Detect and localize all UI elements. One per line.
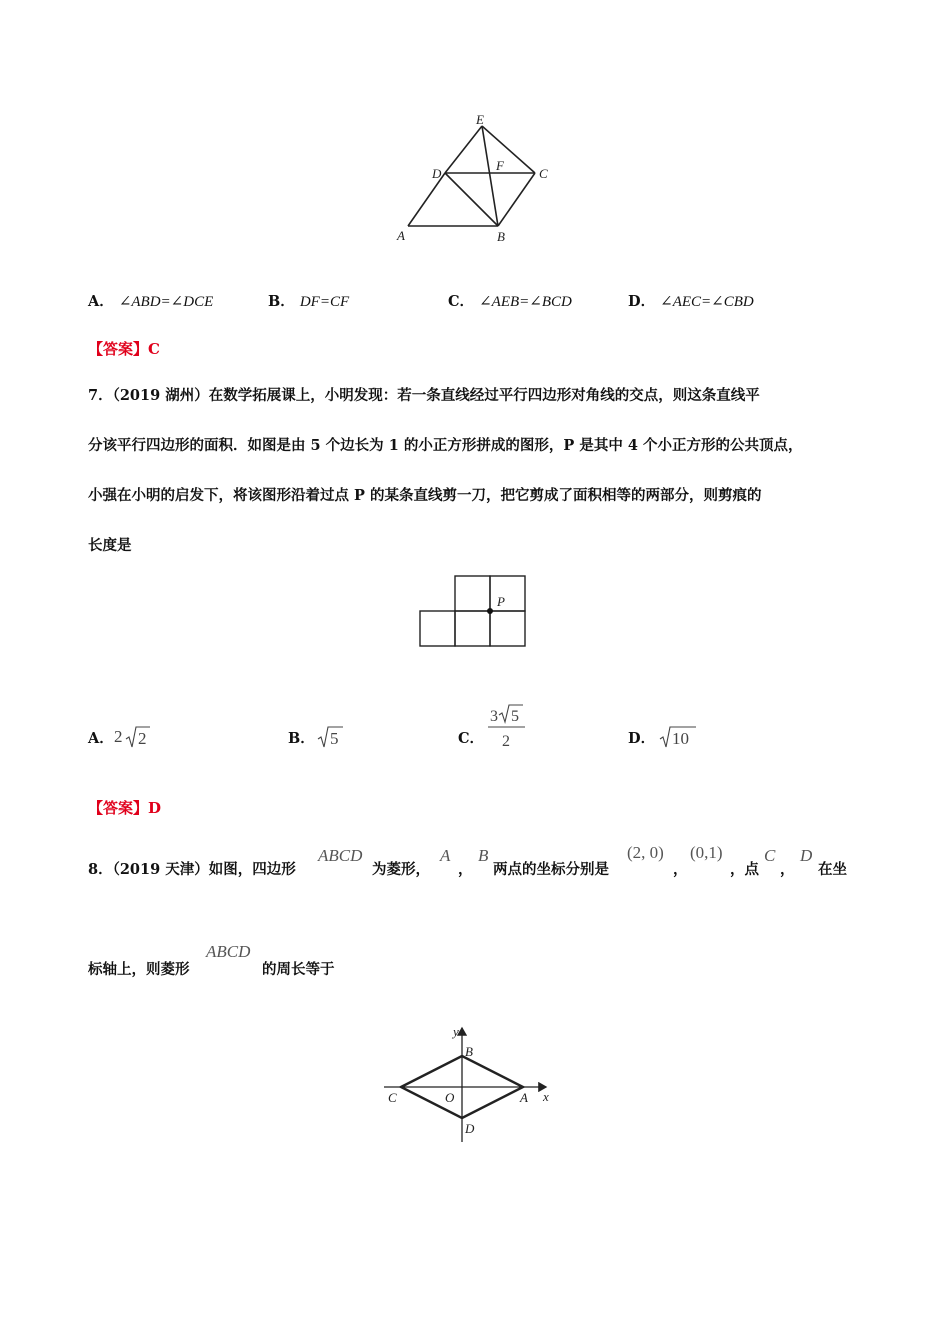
q6-option-c: C． ∠AEB=∠BCD bbox=[448, 293, 572, 310]
q8-prefix: 8．（2019 天津）如图，四边形 bbox=[88, 861, 296, 878]
figure-five-squares bbox=[415, 570, 535, 652]
label-b: B bbox=[497, 229, 505, 244]
q7-option-c-value bbox=[485, 700, 531, 752]
label-o: O bbox=[445, 1090, 455, 1105]
label-d: D bbox=[465, 1121, 475, 1136]
svg-text:5: 5 bbox=[330, 729, 339, 748]
q7-answer: 【答案】D bbox=[88, 799, 162, 817]
square-top-right bbox=[490, 576, 525, 611]
q7-line-2: 分该平行四边形的面积．如图是由 5 个边长为 1 的小正方形拼成的图形，P 是其中 4 个小正方形的公共顶点， bbox=[88, 437, 803, 454]
segment-ed bbox=[445, 126, 482, 173]
q8-coords-text: 两点的坐标分别是 bbox=[493, 861, 609, 878]
q8-quad-abcd: ABCD bbox=[318, 846, 363, 865]
q8-line2-tail: 的周长等于 bbox=[262, 961, 335, 978]
q8-coord-a: (2, 0) bbox=[627, 843, 664, 862]
q8-coord-b: (0,1) bbox=[690, 843, 723, 862]
q6-option-b: B． DF=CF bbox=[268, 293, 350, 310]
svg-text:10: 10 bbox=[672, 729, 689, 748]
svg-text:2: 2 bbox=[502, 733, 510, 750]
q8-line2-prefix: 标轴上，则菱形 bbox=[88, 961, 190, 978]
figure-coordinate-rhombus bbox=[378, 1018, 568, 1148]
label-a: A bbox=[520, 1090, 528, 1105]
svg-text:2: 2 bbox=[114, 727, 123, 746]
label-a: A bbox=[397, 228, 405, 243]
q7-option-d-value bbox=[658, 722, 700, 752]
q7-line-3: 小强在小明的启发下，将该图形沿着过点 P 的某条直线剪一刀，把它剪成了面积相等的两部分，则剪痕的 bbox=[88, 487, 762, 504]
q8-tail: 在坐 bbox=[818, 861, 847, 878]
label-p: P bbox=[497, 594, 505, 609]
q7-option-b-value bbox=[316, 722, 348, 752]
q7-line-1: 7．（2019 湖州）在数学拓展课上，小明发现：若一条直线经过平行四边形对角线的交点，则这条直线平 bbox=[88, 387, 760, 404]
q8-comma-4: ， bbox=[780, 861, 795, 878]
q8-comma-3: ，点 bbox=[730, 861, 759, 878]
q6-answer: 【答案】C bbox=[88, 340, 160, 358]
segment-bc bbox=[498, 173, 535, 226]
q8-point-d: D bbox=[800, 846, 813, 865]
q8-comma-2: ， bbox=[673, 861, 688, 878]
q7-option-d: D． bbox=[628, 730, 656, 747]
square-bottom-2 bbox=[455, 611, 490, 646]
label-f: F bbox=[496, 158, 504, 173]
q6-option-a: A． ∠ABD=∠DCE bbox=[88, 293, 214, 310]
q8-is-rhombus: 为菱形， bbox=[372, 861, 430, 878]
label-b: B bbox=[465, 1044, 473, 1059]
svg-text:3: 3 bbox=[490, 708, 498, 725]
q7-option-b: B． bbox=[288, 730, 315, 747]
svg-text:2: 2 bbox=[138, 729, 147, 748]
point-p bbox=[487, 608, 493, 614]
square-bottom-3 bbox=[490, 611, 525, 646]
q8-point-c: C bbox=[764, 846, 776, 865]
label-c: C bbox=[388, 1090, 397, 1105]
label-e: E bbox=[476, 112, 484, 127]
x-axis-label: x bbox=[543, 1089, 549, 1104]
y-axis-label: y bbox=[453, 1024, 459, 1039]
segment-eb bbox=[482, 126, 498, 226]
q7-option-a-value bbox=[112, 722, 154, 752]
figure-rhombus-edfcab bbox=[390, 108, 560, 248]
svg-text:5: 5 bbox=[511, 708, 519, 725]
q7-line-4: 长度是 bbox=[88, 537, 132, 554]
q6-option-d: D． ∠AEC=∠CBD bbox=[628, 293, 754, 310]
q8-comma-1: ， bbox=[458, 861, 473, 878]
segment-ec bbox=[482, 126, 535, 173]
square-bottom-1 bbox=[420, 611, 455, 646]
label-c: C bbox=[539, 166, 548, 181]
label-d: D bbox=[432, 166, 442, 181]
q7-option-c: C． bbox=[458, 730, 485, 747]
q8-point-a: A bbox=[440, 846, 451, 865]
q8-line2-quad: ABCD bbox=[206, 942, 251, 961]
square-top-left bbox=[455, 576, 490, 611]
q8-point-b: B bbox=[478, 846, 489, 865]
q7-option-a: A． bbox=[88, 730, 114, 747]
